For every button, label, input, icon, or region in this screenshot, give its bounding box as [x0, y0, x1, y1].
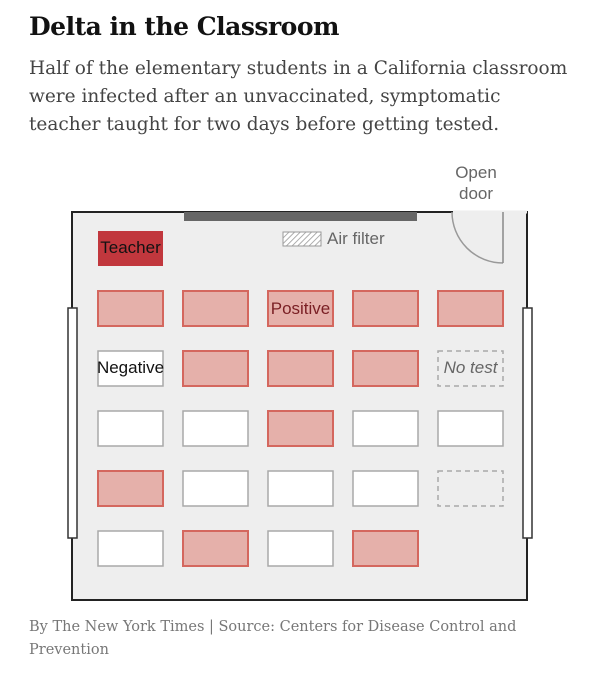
- desk-positive-r2-c3: [268, 351, 333, 386]
- desk-positive-r1-c5: [438, 291, 503, 326]
- desk-negative-r4-c3: [268, 471, 333, 506]
- left-window: [68, 308, 77, 538]
- desk-negative-r5-c1: [98, 531, 163, 566]
- desk-positive-r4-c1: [98, 471, 163, 506]
- source-credit: By The New York Times | Source: Centers for Disease Control and Prevention: [29, 619, 517, 658]
- desk-positive-r3-c3: [268, 411, 333, 446]
- desk-negative-r5-c3: [268, 531, 333, 566]
- desk-positive-r2-c2: [183, 351, 248, 386]
- air-filter-label: Air filter: [327, 229, 385, 248]
- no-test-label: No test: [443, 358, 498, 377]
- desk-negative-r3-c4: [353, 411, 418, 446]
- desk-positive-r1-c2: [183, 291, 248, 326]
- desk-negative-r3-c5: [438, 411, 503, 446]
- whiteboard: [184, 212, 417, 221]
- open-door-label-1: Open: [455, 163, 497, 182]
- negative-label: Negative: [96, 358, 165, 377]
- desk-positive-r2-c4: [353, 351, 418, 386]
- open-door-label-2: door: [458, 184, 494, 203]
- desk-positive-r1-c4: [353, 291, 418, 326]
- positive-label: Positive: [270, 299, 331, 318]
- desk-negative-r3-c2: [183, 411, 248, 446]
- desk-negative-r4-c4: [353, 471, 418, 506]
- desk-positive-r1-c1: [98, 291, 163, 326]
- desk-negative-r3-c1: [98, 411, 163, 446]
- subtitle: Half of the elementary students in a California classroom were infected after an unvaccinated, symptomatic teacher taught for two days before getting tested.: [29, 58, 568, 135]
- teacher-label: Teacher: [100, 238, 161, 257]
- right-window: [523, 308, 532, 538]
- desk-negative-r4-c2: [183, 471, 248, 506]
- air-filter-icon: [283, 232, 321, 246]
- desk-positive-r5-c4: [353, 531, 418, 566]
- desk-positive-r5-c2: [183, 531, 248, 566]
- page-title: Delta in the Classroom: [29, 12, 339, 41]
